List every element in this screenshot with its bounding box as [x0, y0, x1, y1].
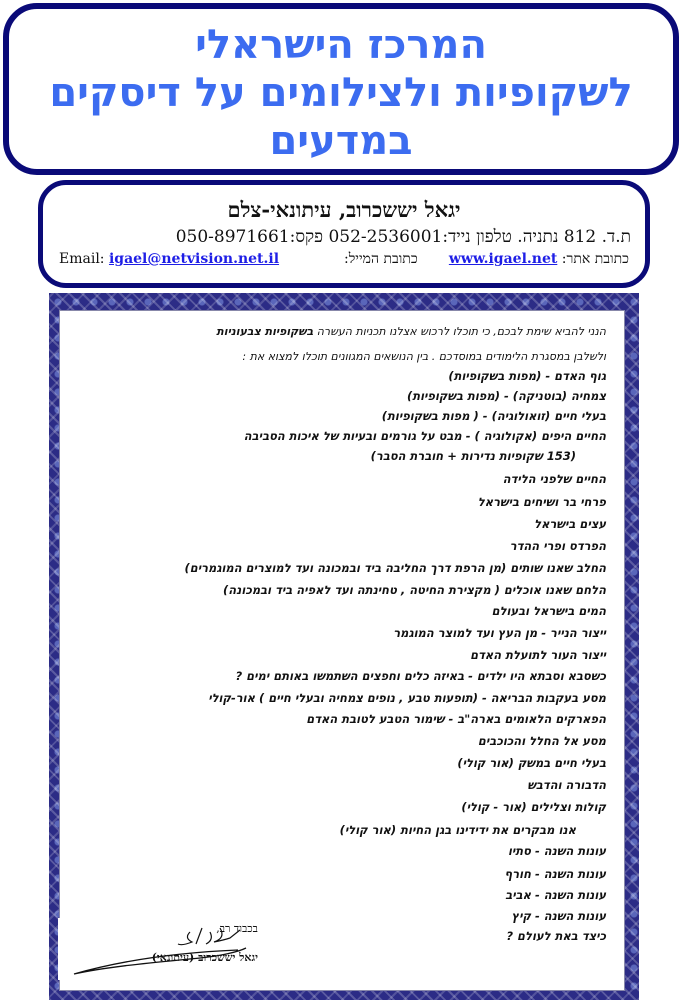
topic-item: מסע אל החלל והכוכבים — [477, 734, 606, 748]
topic-item: החיים שלפני הלידה — [502, 472, 606, 486]
email-group — [59, 251, 279, 267]
intro-line-1: הנני להביא שימת לבכם, כי תוכלו לרכוש אצלנו תכניות העשרה בשקופיות צבעוניות — [216, 325, 606, 338]
topic-item: ייצור הנייר - מן העץ ועד למוצר המוגמר — [393, 626, 606, 640]
contact-address-phone: ת.ד. 812 נתניה. טלפון נייד:052-2536001 פקס:050-8971661 — [175, 227, 631, 247]
email-link[interactable]: igael@netvision.net.il — [108, 251, 280, 267]
decorative-frame — [49, 293, 639, 1000]
intro-emphasis: בשקופיות צבעוניות — [216, 325, 314, 338]
topic-item: המים בישראל ובעולם — [491, 604, 606, 618]
topic-item: אנו מבקרים את ידידינו בגן החיות (אור קולי) — [339, 823, 576, 837]
topic-item: עצים בישראל — [534, 517, 606, 531]
topic-item: החלב שאנו שותים (מן הרפת דרך החליבה ביד ובמכונה ועד למוצרים המוגמרים) — [184, 561, 606, 575]
topic-item: הדבורה והדבש — [527, 778, 606, 792]
title-line-3: במדעים — [269, 118, 413, 164]
topic-item: גוף האדם - (מפות בשקופיות) — [448, 369, 606, 383]
signature-block — [58, 918, 342, 980]
topic-item: עונות השנה - קיץ — [511, 909, 606, 923]
topic-item: פרחי בר ושיחים בישראל — [477, 495, 606, 509]
signer-name: יגאל יששכרוב (עיתונאי) — [151, 951, 258, 964]
email-label: Email: — [59, 251, 105, 267]
topic-item: עונות השנה - אביב — [505, 888, 606, 902]
title-line-2: לשקופיות ולצילומים על דיסקים — [49, 70, 633, 116]
topic-item: קולות וצלילים (אור - קולי) — [461, 800, 606, 814]
topic-item: הפארקים הלאומים בארה"ב - שימור הטבע לטובת האדם — [306, 712, 606, 726]
closing-text: בכבוד רב, — [216, 922, 258, 935]
topic-item: עונות השנה - חורף — [504, 867, 606, 881]
site-group — [344, 251, 629, 268]
intro-line-2: ולשלבן במסגרת הלימודים במוסדכם . בין הנושאים המגוונים תוכלו למצוא את : — [242, 350, 606, 363]
topic-item: הפרדס ופרי ההדר — [509, 539, 606, 553]
site-link[interactable]: www.igael.net — [448, 251, 558, 267]
topic-item: ייצור העור לתועלת האדם — [470, 648, 606, 662]
topic-item: בעלי חיים במשק (אור קולי) — [457, 756, 606, 770]
signature-text — [118, 922, 258, 964]
topic-item: עונות השנה - סתיו — [507, 844, 606, 858]
title-line-1: המרכז הישראלי — [195, 22, 487, 68]
topic-item: כשסבא וסבתא היו ילדים - באיזה כלים וחפצים השתמשו באותם ימים ? — [235, 669, 606, 683]
topic-item: מסע בעקבות הבריאה - (תופעות טבע , נופים צמחיה ובעלי חיים ) אור-קולי — [208, 691, 606, 705]
contact-card — [38, 180, 650, 288]
topic-item: צמחיה (בוטניקה) - (מפות בשקופיות) — [406, 389, 606, 403]
document-page — [59, 310, 625, 991]
topic-item: כיצד באת לעולם ? — [506, 929, 606, 943]
contact-web-row — [59, 251, 629, 273]
topic-item: בעלי חיים (זואולוגיה) - ( מפות בשקופיות) — [381, 409, 606, 423]
title-banner — [3, 3, 679, 175]
site-label: כתובת אתר: — [561, 251, 629, 267]
topic-item: (153 שקופיות נדירות + חוברת הסבר) — [370, 449, 576, 463]
mail-label: כתובת המייל: — [344, 251, 418, 267]
topic-item: הלחם שאנו אוכלים ( מקצירת החיטה , טחינתה ועד לאפיה ביד ובמכונה) — [223, 583, 606, 597]
contact-name: יגאל יששכרוב, עיתונאי-צלם — [227, 197, 461, 222]
topic-item: החיים היפים (אקולוגיה ) - מבט על גורמים ובעיות של איכות הסביבה — [243, 429, 606, 443]
